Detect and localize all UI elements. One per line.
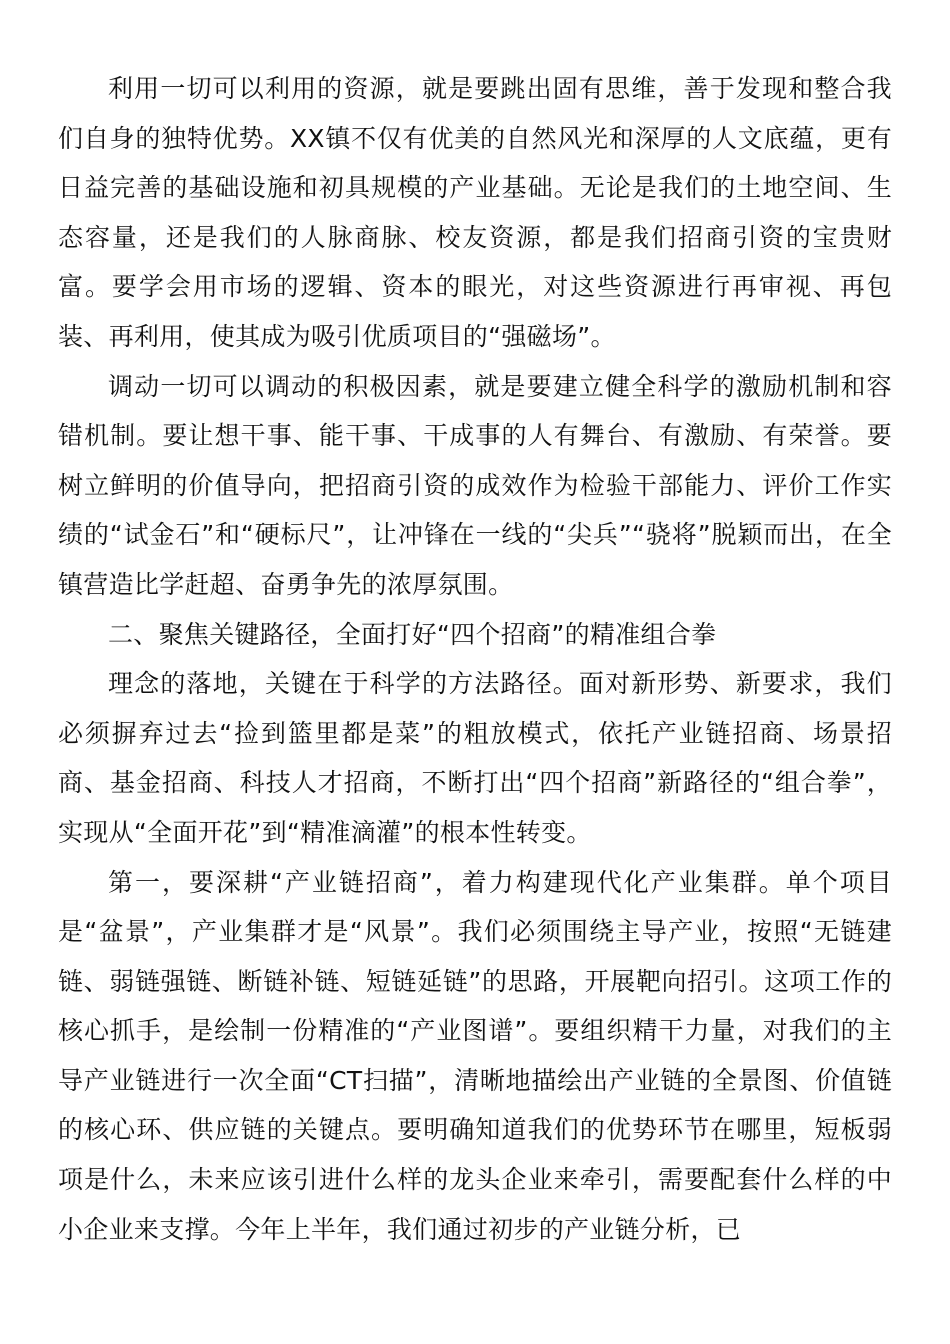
section-heading: 二、聚焦关键路径，全面打好“四个招商”的精准组合拳 <box>108 619 717 649</box>
paragraph-incentives: 调动一切可以调动的积极因素，就是要建立健全科学的激励机制和容错机制。要让想干事、能干事、干成事的人有舞台、有激励、有荣誉。要树立鲜明的价值导向，把招商引资的成效作为检验干部能力、评价工作实绩的“试金石”和“硬标尺”，让冲锋在一线的“尖兵”“骁将”脱颖而出，在全镇营造比学赶超、奋勇争先的浓厚氛围。 <box>58 371 892 599</box>
paragraph-industry-chain: 第一，要深耕“产业链招商”，着力构建现代化产业集群。单个项目是“盆景”，产业集群才是“风景”。我们必须围绕主导产业，按照“无链建链、弱链强链、断链补链、短链延链”的思路，开展靶向招引。这项工作的核心抓手，是绘制一份精准的“产业图谱”。要组织精干力量，对我们的主导产业链进行一次全面“CT扫描”，清晰地描绘出产业链的全景图、价值链的核心环、供应链的关键点。要明确知道我们的优势环节在哪里，短板弱项是什么，未来应该引进什么样的龙头企业来牵引，需要配套什么样的中小企业来支撑。今年上半年，我们通过初步的产业链分析，已 <box>58 867 892 1244</box>
paragraph-method-path: 理念的落地，关键在于科学的方法路径。面对新形势、新要求，我们必须摒弃过去“捡到篮里都是菜”的粗放模式，依托产业链招商、场景招商、基金招商、科技人才招商，不断打出“四个招商”新路径的“组合拳”，实现从“全面开花”到“精准滴灌”的根本性转变。 <box>58 669 892 847</box>
paragraph-resources: 利用一切可以利用的资源，就是要跳出固有思维，善于发现和整合我们自身的独特优势。XX镇不仅有优美的自然风光和深厚的人文底蕴，更有日益完善的基础设施和初具规模的产业基础。无论是我们的土地空间、生态容量，还是我们的人脉商脉、校友资源，都是我们招商引资的宝贵财富。要学会用市场的逻辑、资本的眼光，对这些资源进行再审视、再包装、再利用，使其成为吸引优质项目的“强磁场”。 <box>58 74 892 351</box>
document-page <box>58 64 892 1254</box>
